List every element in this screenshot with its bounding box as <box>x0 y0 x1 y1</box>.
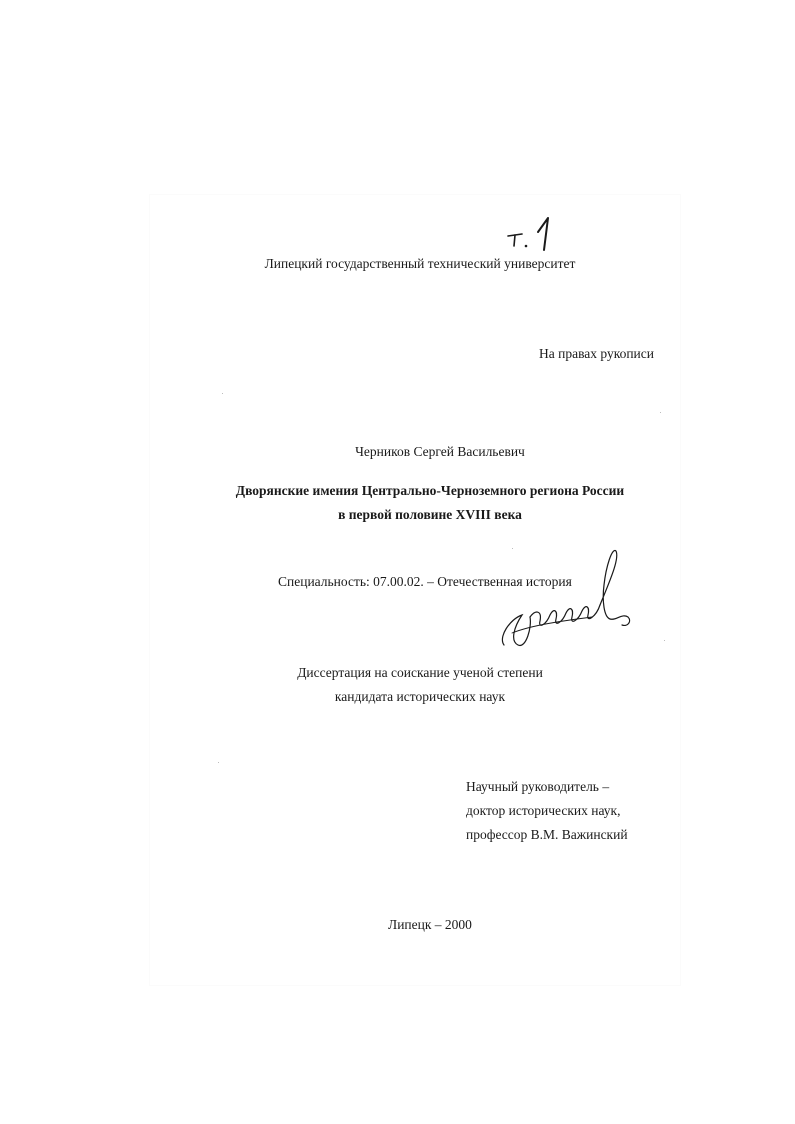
advisor-line-2: доктор исторических наук, <box>466 803 621 818</box>
scan-speck <box>222 393 223 394</box>
institution-name: Липецкий государственный технический университет <box>264 256 576 271</box>
advisor-line-1: Научный руководитель – <box>466 779 610 794</box>
advisor-line-3: профессор В.М. Важинский <box>466 827 628 842</box>
author-name: Черников Сергей Васильевич <box>355 444 525 459</box>
scan-speck <box>512 548 513 549</box>
degree-line-2: кандидата исторических наук <box>334 689 506 704</box>
scan-speck <box>664 640 665 641</box>
city-year: Липецк – 2000 <box>388 917 472 932</box>
scan-speck <box>660 412 661 413</box>
scan-area <box>150 195 680 985</box>
degree-line-1: Диссертация на соискание ученой степени <box>297 665 543 680</box>
specialty-line: Специальность: 07.00.02. – Отечественная история <box>278 574 572 589</box>
manuscript-note: На правах рукописи <box>538 346 654 361</box>
dissertation-title-line-1: Дворянские имения Центрально-Черноземного региона России <box>235 483 625 498</box>
scan-speck <box>218 762 219 763</box>
dissertation-title-line-2: в первой половине XVIII века <box>338 507 522 522</box>
